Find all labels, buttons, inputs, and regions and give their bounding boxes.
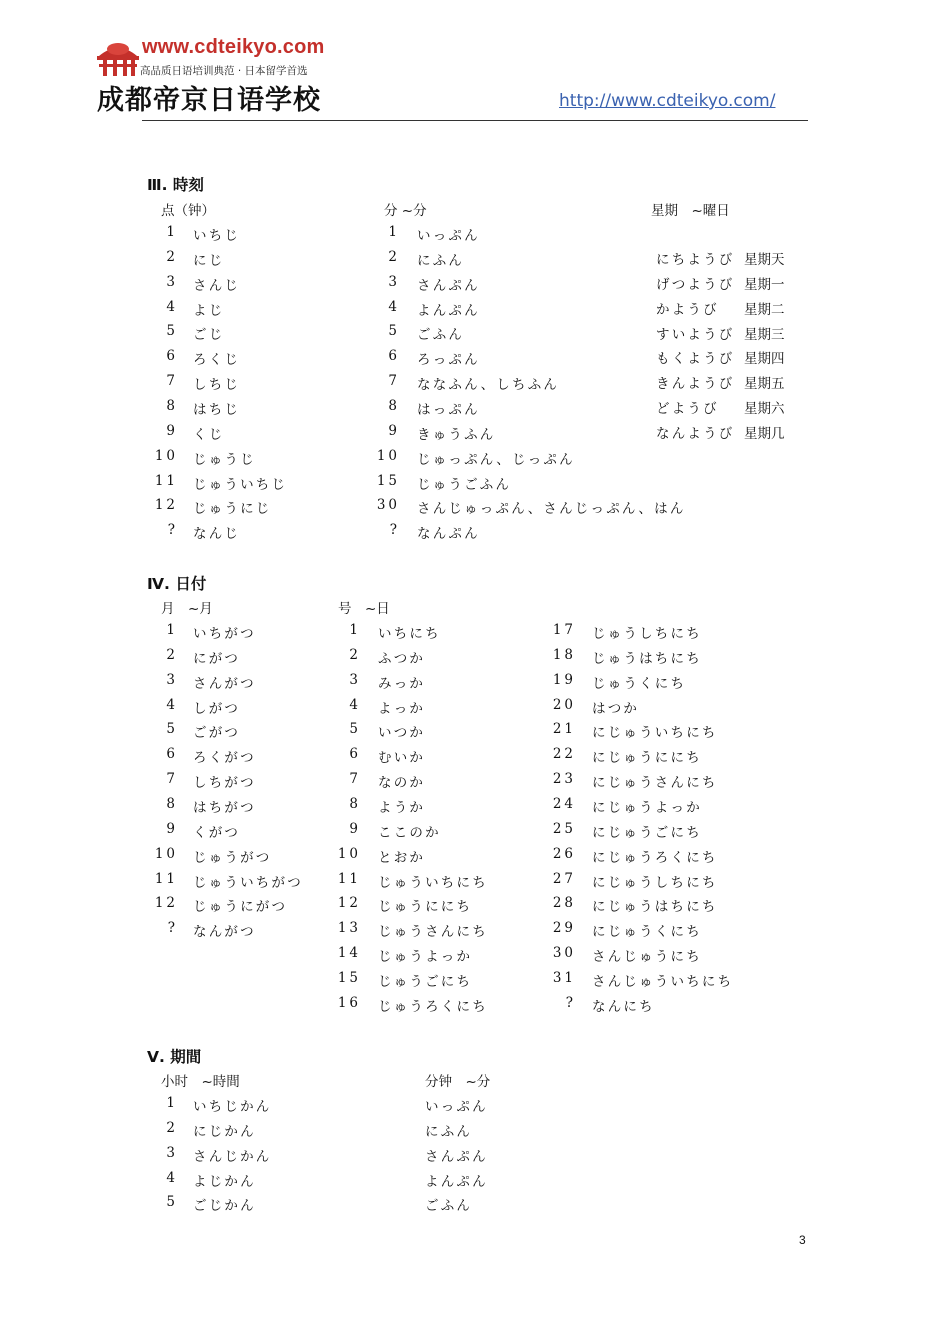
day-number: 11	[337, 870, 361, 887]
month-number: 11	[154, 870, 178, 887]
minute-number: 7	[388, 373, 400, 390]
day-number: 17	[552, 622, 576, 638]
weekday-reading: げつようび	[656, 276, 735, 293]
minute-reading: きゅうふん	[417, 426, 496, 443]
day-reading: さんじゅういちにち	[592, 973, 734, 990]
minute-number: 15	[376, 472, 400, 489]
day-number: 16	[337, 994, 361, 1011]
day-number: 29	[552, 920, 576, 937]
month-reading: にがつ	[193, 650, 241, 667]
month-number: 1	[166, 622, 178, 638]
header-link[interactable]: http://www.cdteikyo.com/	[559, 91, 776, 111]
day-number: 24	[552, 795, 576, 812]
hour-reading: じゅういちじ	[193, 476, 288, 493]
duration-hour-number: 4	[166, 1169, 178, 1186]
day-reading: じゅうはちにち	[592, 650, 702, 667]
hour-number: 10	[154, 447, 178, 464]
month-number: 2	[166, 646, 178, 663]
minute-reading: さんじゅっぷん、さんじっぷん、はん	[417, 501, 686, 518]
section-title-time: Ⅲ. 時刻	[147, 176, 204, 194]
day-reading: はつか	[592, 700, 640, 717]
hour-reading: しちじ	[193, 377, 241, 394]
day-reading: じゅうろくにち	[378, 998, 488, 1015]
hour-header: 点（钟）	[161, 203, 215, 219]
day-reading: じゅういちにち	[378, 874, 488, 891]
duration-hour-reading: ごじかん	[193, 1198, 256, 1215]
hour-number: 1	[166, 224, 178, 240]
weekday-chinese: 星期三	[744, 326, 785, 343]
day-number: 4	[349, 696, 361, 713]
day-number: 2	[349, 646, 361, 663]
day-reading: にじゅうごにち	[592, 824, 702, 841]
hour-reading: よじ	[193, 302, 225, 319]
day-reading: にじゅうににち	[592, 750, 702, 767]
month-reading: さんがつ	[193, 675, 256, 692]
month-reading: いちがつ	[193, 626, 256, 642]
weekday-reading: なんようび	[656, 425, 735, 442]
hour-reading: じゅうじ	[193, 451, 256, 468]
duration-hour-header: 小时 ~時間	[161, 1074, 240, 1090]
hour-number: 8	[166, 397, 178, 414]
weekday-chinese: 星期二	[744, 301, 785, 318]
month-number: ?	[167, 920, 178, 937]
hour-reading: なんじ	[193, 526, 241, 543]
day-reading: さんじゅうにち	[592, 949, 702, 966]
duration-hour-reading: さんじかん	[193, 1148, 272, 1165]
day-reading: いつか	[378, 725, 426, 742]
month-number: 12	[154, 895, 178, 912]
day-reading: じゅうごにち	[378, 973, 473, 990]
month-reading: ろくがつ	[193, 750, 256, 767]
month-reading: しちがつ	[193, 775, 256, 792]
month-number: 7	[166, 771, 178, 788]
weekday-chinese: 星期几	[744, 425, 785, 442]
hour-reading: はちじ	[193, 401, 241, 418]
month-number: 10	[154, 845, 178, 862]
minute-reading: はっぷん	[417, 401, 480, 418]
day-number: 27	[552, 870, 576, 887]
day-number: 6	[349, 746, 361, 763]
minute-number: 2	[388, 248, 400, 265]
day-reading: じゅうさんにち	[378, 924, 488, 941]
minute-reading: ごふん	[417, 327, 465, 344]
month-number: 3	[166, 671, 178, 688]
weekday-chinese: 星期四	[744, 351, 785, 368]
minute-reading: よんぷん	[417, 302, 480, 319]
minute-reading: ななふん、しちふん	[417, 377, 560, 394]
day-number: 30	[552, 945, 576, 962]
header-divider	[142, 120, 808, 121]
minute-number: 3	[388, 273, 400, 290]
day-reading: ようか	[378, 799, 426, 816]
weekday-reading: もくようび	[656, 351, 735, 368]
month-reading: しがつ	[193, 700, 241, 717]
month-number: 4	[166, 696, 178, 713]
logo-emblem-icon	[95, 36, 141, 80]
day-reading: いちにち	[378, 626, 441, 642]
day-reading: にじゅうくにち	[592, 924, 702, 941]
hour-number: 3	[166, 273, 178, 290]
hour-number: 11	[154, 472, 178, 489]
day-number: 8	[349, 795, 361, 812]
day-number: 14	[337, 945, 361, 962]
day-reading: にじゅうよっか	[592, 799, 702, 816]
section-title-date: Ⅳ. 日付	[147, 575, 207, 593]
day-number: 31	[552, 969, 576, 986]
weekday-reading: どようび	[656, 401, 719, 418]
day-reading: にじゅういちにち	[592, 725, 718, 742]
day-reading: じゅうににち	[378, 899, 473, 916]
month-reading: じゅういちがつ	[193, 874, 303, 891]
site-url: www.cdteikyo.com	[142, 36, 325, 58]
day-reading: ここのか	[378, 824, 441, 841]
weekday-reading: にちようび	[656, 252, 735, 268]
minute-number: 10	[376, 447, 400, 464]
day-number: 18	[552, 646, 576, 663]
weekday-reading: すいようび	[656, 326, 735, 343]
month-header: 月 ~月	[161, 601, 213, 617]
section-title-duration: Ⅴ. 期間	[147, 1048, 202, 1066]
weekday-reading: きんようび	[656, 376, 735, 393]
minute-reading: ろっぷん	[417, 352, 480, 369]
day-number: 13	[337, 920, 361, 937]
duration-hour-number: 2	[166, 1119, 178, 1136]
slogan: 高品质日语培训典范 · 日本留学首选	[140, 65, 308, 77]
day-number: 10	[337, 845, 361, 862]
duration-hour-reading: よじかん	[193, 1173, 256, 1190]
day-number: 22	[552, 746, 576, 763]
day-number: 15	[337, 969, 361, 986]
weekday-chinese: 星期一	[744, 276, 785, 293]
school-name: 成都帝京日语学校	[97, 85, 321, 116]
hour-number: 6	[166, 348, 178, 365]
duration-hour-number: 3	[166, 1144, 178, 1161]
hour-number: ?	[167, 522, 178, 539]
day-reading: とおか	[378, 849, 426, 866]
day-reading: ふつか	[378, 650, 426, 667]
hour-number: 9	[166, 422, 178, 439]
hour-number: 12	[154, 497, 178, 514]
hour-reading: じゅうにじ	[193, 501, 272, 518]
minute-number: 9	[388, 422, 400, 439]
minute-reading: じゅうごふん	[417, 476, 512, 493]
minute-header: 分 ~分	[384, 203, 427, 219]
day-number: 21	[552, 721, 576, 738]
day-reading: むいか	[378, 750, 426, 767]
duration-minute-reading: ごふん	[425, 1198, 473, 1215]
day-number: 1	[349, 622, 361, 638]
weekday-chinese: 星期五	[744, 376, 785, 393]
hour-number: 7	[166, 373, 178, 390]
month-number: 9	[166, 820, 178, 837]
day-reading: じゅうしちにち	[592, 626, 702, 642]
page-number: 3	[799, 1233, 806, 1247]
hour-reading: くじ	[193, 426, 225, 443]
minute-reading: さんぷん	[417, 277, 480, 294]
minute-number: ?	[389, 522, 400, 539]
day-number: 3	[349, 671, 361, 688]
duration-minute-header: 分钟 ~分	[425, 1074, 491, 1090]
minute-reading: にふん	[417, 252, 465, 269]
month-reading: ごがつ	[193, 725, 241, 742]
day-reading: にじゅうろくにち	[592, 849, 718, 866]
day-reading: じゅうくにち	[592, 675, 687, 692]
hour-reading: さんじ	[193, 277, 241, 294]
day-reading: にじゅうさんにち	[592, 775, 718, 792]
minute-number: 1	[388, 224, 400, 240]
day-number: 28	[552, 895, 576, 912]
duration-hour-reading: いちじかん	[193, 1099, 272, 1115]
month-number: 5	[166, 721, 178, 738]
minute-reading: いっぷん	[417, 228, 480, 244]
month-reading: じゅうにがつ	[193, 899, 288, 916]
month-reading: なんがつ	[193, 924, 256, 941]
minute-reading: じゅっぷん、じっぷん	[417, 451, 575, 468]
minute-number: 30	[376, 497, 400, 514]
month-number: 8	[166, 795, 178, 812]
minute-number: 5	[388, 323, 400, 340]
month-reading: はちがつ	[193, 799, 256, 816]
weekday-chinese: 星期六	[744, 401, 785, 418]
day-reading: じゅうよっか	[378, 949, 473, 966]
day-reading: なのか	[378, 775, 426, 792]
duration-hour-number: 1	[166, 1095, 178, 1111]
day-number: 23	[552, 771, 576, 788]
day-number: 20	[552, 696, 576, 713]
hour-number: 2	[166, 248, 178, 265]
duration-minute-reading: さんぷん	[425, 1148, 488, 1165]
day-number: 5	[349, 721, 361, 738]
minute-number: 4	[388, 298, 400, 315]
hour-number: 5	[166, 323, 178, 340]
duration-hour-number: 5	[166, 1194, 178, 1211]
hour-reading: ごじ	[193, 327, 225, 344]
minute-number: 6	[388, 348, 400, 365]
month-number: 6	[166, 746, 178, 763]
hour-reading: ろくじ	[193, 352, 241, 369]
month-reading: じゅうがつ	[193, 849, 272, 866]
day-number: 9	[349, 820, 361, 837]
hour-reading: にじ	[193, 252, 225, 269]
duration-hour-reading: にじかん	[193, 1123, 256, 1140]
minute-number: 8	[388, 397, 400, 414]
weekday-header: 星期 ~曜日	[651, 203, 730, 219]
hour-number: 4	[166, 298, 178, 315]
hour-reading: いちじ	[193, 228, 241, 244]
day-reading: にじゅうしちにち	[592, 874, 718, 891]
minute-reading: なんぷん	[417, 526, 480, 543]
duration-minute-reading: にふん	[425, 1123, 473, 1140]
day-reading: よっか	[378, 700, 426, 717]
weekday-chinese: 星期天	[744, 252, 785, 268]
weekday-reading: かようび	[656, 301, 719, 318]
day-reading: にじゅうはちにち	[592, 899, 718, 916]
day-reading: なんにち	[592, 998, 655, 1015]
duration-minute-reading: いっぷん	[425, 1099, 488, 1115]
day-reading: みっか	[378, 675, 426, 692]
day-number: 7	[349, 771, 361, 788]
day-number: ?	[565, 994, 576, 1011]
day-number: 26	[552, 845, 576, 862]
day-number: 19	[552, 671, 576, 688]
day-number: 25	[552, 820, 576, 837]
day-number: 12	[337, 895, 361, 912]
month-reading: くがつ	[193, 824, 241, 841]
duration-minute-reading: よんぷん	[425, 1173, 488, 1190]
day-header: 号 ~日	[338, 601, 390, 617]
